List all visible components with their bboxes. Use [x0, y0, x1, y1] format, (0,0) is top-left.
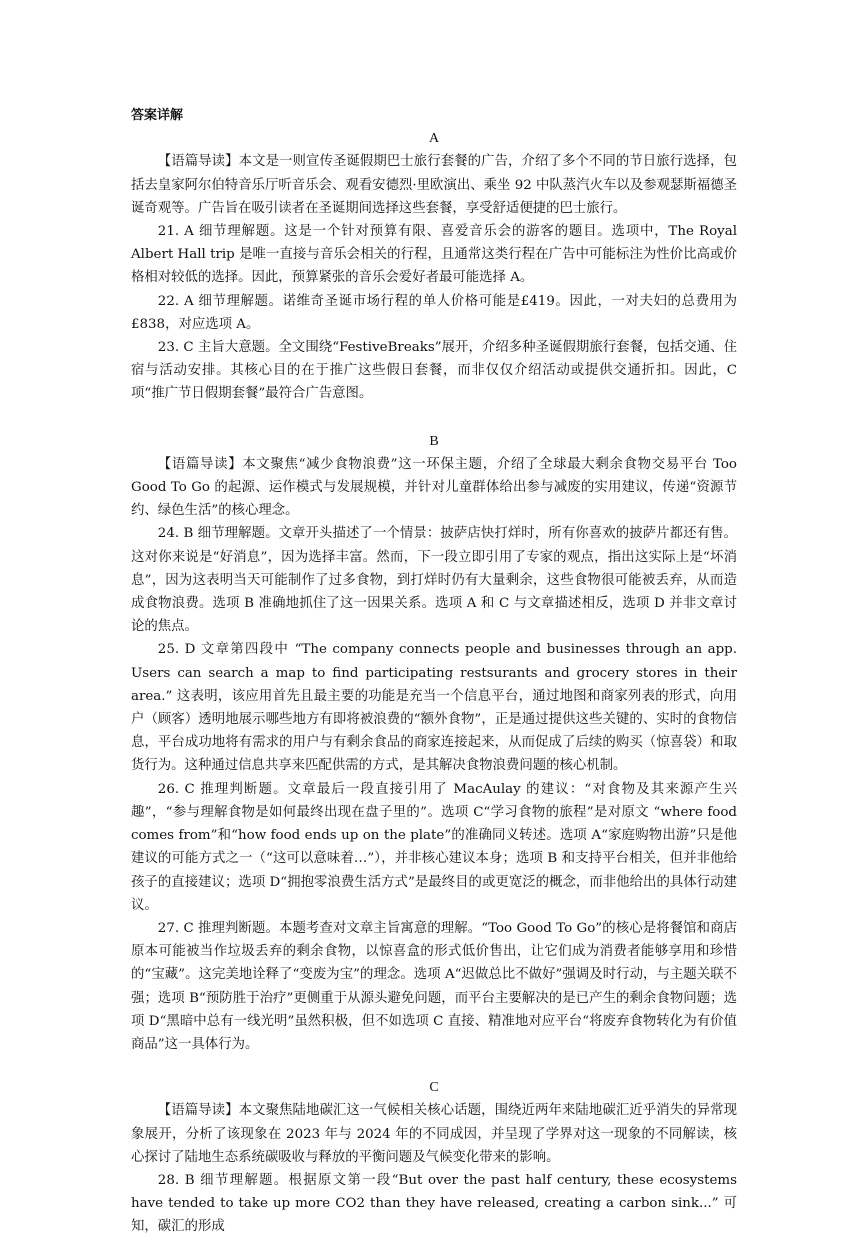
- section-letter: B: [429, 433, 439, 449]
- answer-document: [131, 104, 737, 1239]
- section-a: [131, 127, 737, 405]
- paragraph: 【语篇导读】本文是一则宣传圣诞假期巴士旅行套餐的广告，介绍了多个不同的节日旅行选择，包括去皇家阿尔伯特音乐厅听音乐会、观看安德烈·里欧演出、乘坐 92 中队蒸汽火车以及参观瑟斯福德圣诞奇观等。广告旨在吸引读者在圣诞期间选择这些套餐，享受舒适便捷的巴士旅行。: [131, 154, 737, 216]
- paragraph: 21. A 细节理解题。这是一个针对预算有限、喜爱音乐会的游客的题目。选项中，The Royal Albert Hall trip 是唯一直接与音乐会相关的行程，且通常这类行程在广告中可能标注为性价比高或价格相对较低的选择。因此，预算紧张的音乐会爱好者最可能选择 A。: [131, 224, 737, 286]
- section-c: [131, 1076, 737, 1238]
- section-b: [131, 430, 737, 1056]
- paragraph: 23. C 主旨大意题。全文围绕“FestiveBreaks”展开，介绍多种圣诞假期旅行套餐，包括交通、住宿与活动安排。其核心目的在于推广这些假日套餐，而非仅仅介绍活动或提供交通折扣。因此，C 项“推广节日假期套餐”最符合广告意图。: [131, 340, 737, 402]
- paragraph: 24. B 细节理解题。文章开头描述了一个情景：披萨店快打烊时，所有你喜欢的披萨片都还有售。这对你来说是“好消息”，因为选择丰富。然而，下一段立即引用了专家的观点，指出这实际上是“坏消息”，因为这表明当天可能制作了过多食物，到打烊时仍有大量剩余，这些食物很可能被丢弃，从而造成食物浪费。选项 B 准确地抓住了这一因果关系。选项 A 和 C 与文章描述相反，选项 D 并非文章讨论的焦点。: [131, 526, 737, 635]
- paragraph: 22. A 细节理解题。诺维奇圣诞市场行程的单人价格可能是£419。因此，一对夫妇的总费用为£838，对应选项 A。: [131, 293, 737, 332]
- paragraph: 27. C 推理判断题。本题考查对文章主旨寓意的理解。“Too Good To Go”的核心是将餐馆和商店原本可能被当作垃圾丢弃的剩余食物，以惊喜盒的形式低价售出，让它们成为消费者能够享用和珍惜的“宝藏”。这完美地诠释了“变废为宝”的理念。选项 A“迟做总比不做好”强调及时行动，与主题关联不强；选项 B“预防胜于治疗”更侧重于从源头避免问题，而平台主要解决的是已产生的剩余食物问题；选项 D“黑暗中总有一线光明”虽然积极，但不如选项 C 直接、精准地对应平台“将废弃食物转化为有价值商品”这一具体行为。: [131, 920, 737, 1052]
- section-letter: C: [429, 1080, 439, 1096]
- paragraph: 26. C 推理判断题。文章最后一段直接引用了 MacAulay 的建议：“对食物及其来源产生兴趣”，“参与理解食物是如何最终出现在盘子里的”。选项 C“学习食物的旅程”是对原文 “where food comes from”和“how food ends up on the plate”的准确同义转述。选项 A“家庭购物出游”只是他建议的可能方式之一（“这可以意味着…”），并非核心建议本身；选项 B 和支持平台相关，但并非他给孩子的直接建议；选项 D“拥抱零浪费生活方式”是最终目的或更宽泛的概念，而非他给出的具体行动建议。: [131, 781, 737, 913]
- paragraph: 【语篇导读】本文聚焦陆地碳汇这一气候相关核心话题，围绕近两年来陆地碳汇近乎消失的异常现象展开，分析了该现象在 2023 年与 2024 年的不同成因，并呈现了学界对这一现象的不同解读，核心探讨了陆地生态系统碳吸收与释放的平衡问题及气候变化带来的影响。: [131, 1103, 737, 1165]
- page-heading: 答案详解: [131, 108, 184, 123]
- section-letter: A: [428, 131, 440, 147]
- paragraph: 25. D 文章第四段中 “The company connects people and businesses through an app. Users can search a map to find participating restsurants and grocery stores in their area.” 这表明，该应用首先且最主要的功能是充当一个信息平台，通过地图和商家列表的形式，向用户（顾客）透明地展示哪些地方有即将被浪费的“额外食物”，正是通过提供这些关键的、实时的食物信息，平台成功地将有需求的用户与有剩余食品的商家连接起来，从而促成了后续的购买（惊喜袋）和取货行为。这种通过信息共享来匹配供需的方式，是其解决食物浪费问题的核心机制。: [131, 642, 737, 774]
- paragraph: 【语篇导读】本文聚焦“减少食物浪费”这一环保主题，介绍了全球最大剩余食物交易平台 Too Good To Go 的起源、运作模式与发展规模，并针对儿童群体给出参与减废的实用建议，传递“资源节约、绿色生活”的核心理念。: [131, 456, 737, 519]
- paragraph: 28. B 细节理解题。根据原文第一段“But over the past half century, these ecosystems have tended to take up more CO2 than they have released, creating a carbon sink...” 可知，碳汇的形成: [131, 1172, 737, 1235]
